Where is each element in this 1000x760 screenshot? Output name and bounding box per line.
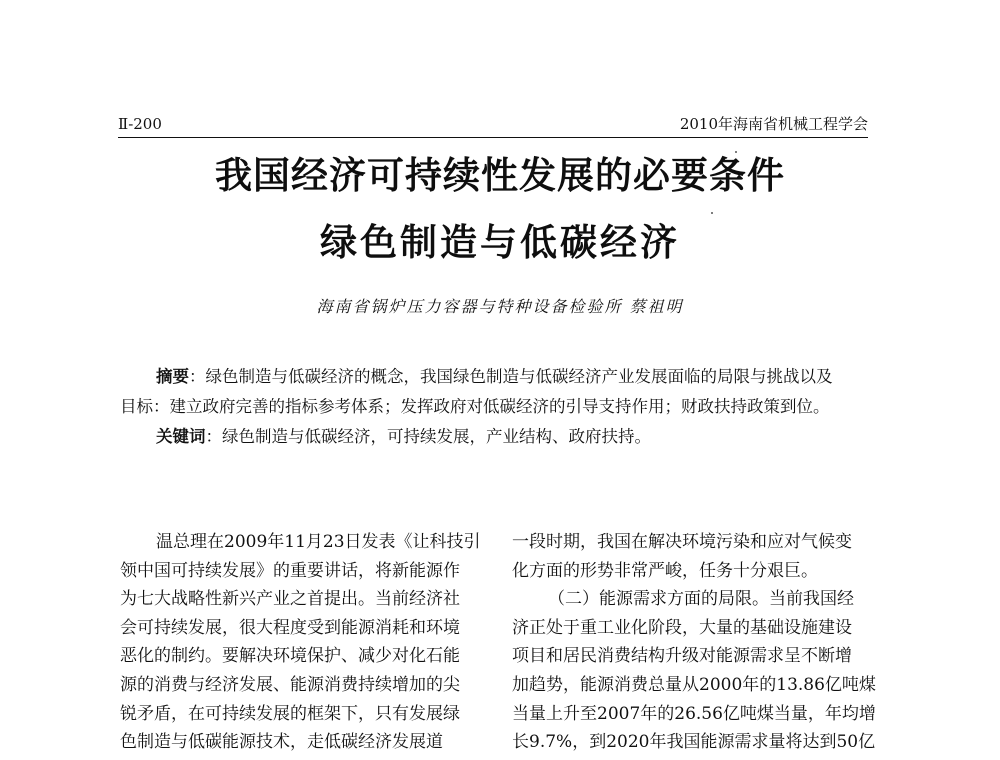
page-number: Ⅱ-200 [118, 115, 162, 133]
body-line: 源的消费与经济发展、能源消费持续增加的尖 [120, 674, 460, 695]
abstract-line-1 [120, 362, 880, 392]
keywords-text: ：绿色制造与低碳经济，可持续发展，产业结构、政府扶持。 [205, 427, 651, 446]
keywords-label: 关键词 [156, 427, 206, 446]
body-right-column [512, 528, 876, 757]
body-line: 当量上升至2007年的26.56亿吨煤当量，年均增 [512, 703, 876, 724]
body-line: 温总理在2009年11月23日发表《让科技引 [156, 532, 481, 552]
body-line: 长9.7%，到2020年我国能源需求量将达到50亿 [512, 732, 876, 753]
scan-speck [711, 212, 713, 214]
abstract-block [120, 362, 880, 452]
body-line: （二）能源需求方面的局限。当前我国经 [548, 589, 854, 610]
title-line-2: 绿色制造与低碳经济 [320, 221, 680, 264]
body-line: 化方面的形势非常严峻，任务十分艰巨。 [512, 560, 818, 581]
title-line-1: 我国经济可持续性发展的必要条件 [215, 154, 785, 197]
abstract-line-2: 目标：建立政府完善的指标参考体系；发挥政府对低碳经济的引导支持作用；财政扶持政策到位。 [120, 397, 830, 416]
body-line: 恶化的制约。要解决环境保护、减少对化石能 [120, 646, 460, 667]
abstract-label: 摘要 [156, 367, 189, 386]
body-line: 色制造与低碳能源技术，走低碳经济发展道 [120, 732, 443, 753]
body-line: 领中国可持续发展》的重要讲话，将新能源作 [120, 560, 460, 581]
body-line: 一段时期，我国在解决环境污染和应对气候变 [512, 532, 852, 552]
body-line: 为七大战略性新兴产业之首提出。当前经济社 [120, 589, 460, 610]
body-line: 加趋势，能源消费总量从2000年的13.86亿吨煤 [512, 674, 876, 695]
conference-name: 2010年海南省机械工程学会 [679, 115, 868, 133]
body-left-column [120, 528, 481, 757]
running-header [118, 115, 868, 138]
body-line: 济正处于重工业化阶段，大量的基础设施建设 [512, 617, 852, 638]
author-affiliation: 海南省锅炉压力容器与特种设备检验所 蔡祖明 [316, 297, 684, 316]
body-line: 锐矛盾，在可持续发展的框架下，只有发展绿 [120, 703, 460, 724]
abstract-text-1: ：绿色制造与低碳经济的概念，我国绿色制造与低碳经济产业发展面临的局限与挑战以及 [189, 367, 833, 386]
keywords-line [120, 422, 880, 452]
body-line: 会可持续发展，很大程度受到能源消耗和环境 [120, 617, 460, 638]
scan-speck [735, 151, 737, 153]
body-line: 项目和居民消费结构升级对能源需求呈不断增 [512, 646, 852, 667]
